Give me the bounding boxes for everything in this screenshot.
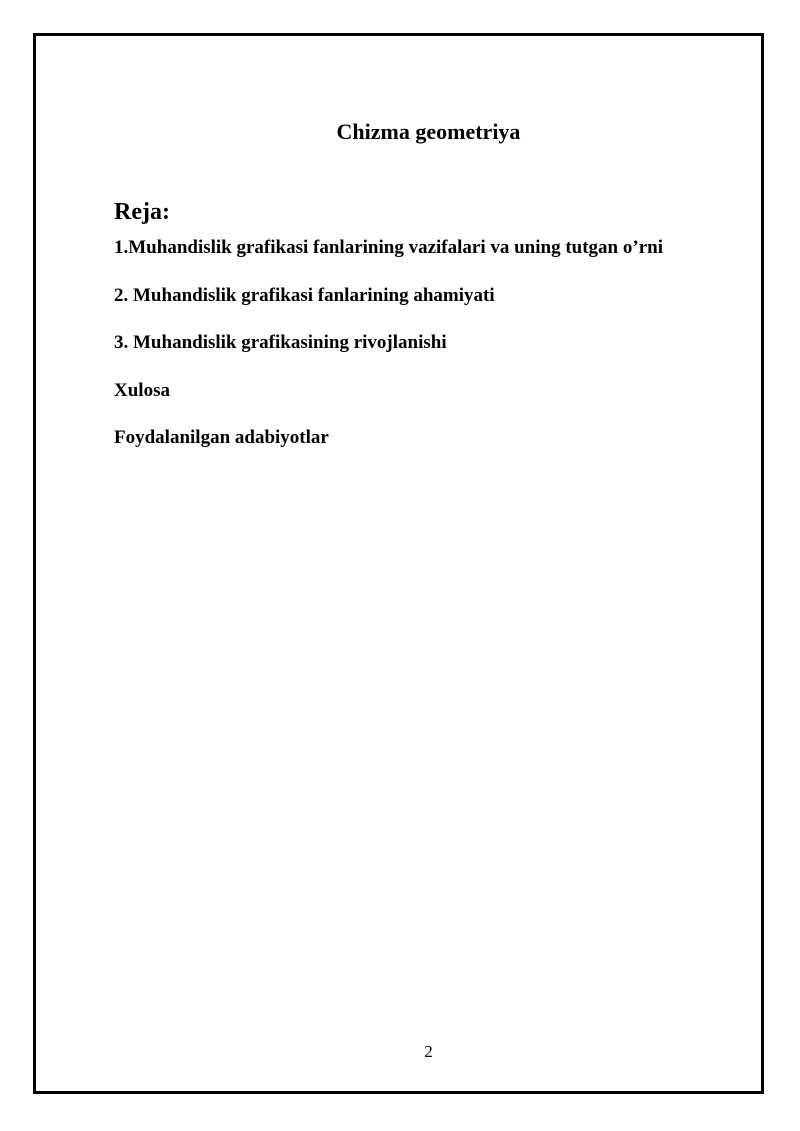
plan-heading: Reja: (114, 199, 170, 225)
page-border (33, 33, 764, 1094)
plan-item-conclusion: Xulosa (114, 379, 170, 401)
plan-item-1: 1.Muhandislik grafikasi fanlarining vazifalari va uning tutgan o’rni (114, 237, 663, 258)
page-title: Chizma geometriya (336, 119, 521, 144)
plan-item-3: 3. Muhandislik grafikasining rivojlanishi (114, 332, 447, 353)
plan-item-2: 2. Muhandislik grafikasi fanlarining ahamiyati (114, 284, 495, 306)
plan-item-references: Foydalanilgan adabiyotlar (114, 427, 329, 448)
page-number: 2 (424, 1042, 433, 1061)
plan-list (114, 235, 663, 473)
